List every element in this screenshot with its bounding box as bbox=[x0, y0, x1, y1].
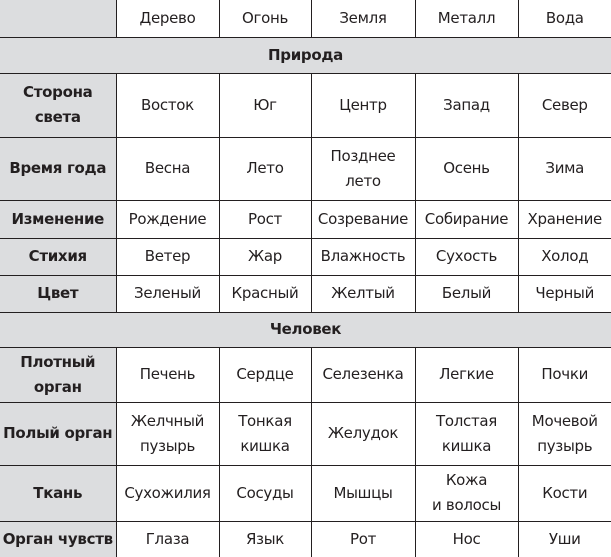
table-cell bbox=[518, 402, 611, 465]
cell-text-line: Легкие bbox=[439, 365, 494, 383]
cell-text-line: лето bbox=[345, 171, 381, 190]
table-cell bbox=[415, 200, 518, 238]
table-cell bbox=[518, 73, 611, 137]
cell-text-line: Мочевой bbox=[531, 411, 598, 430]
cell-text-line: Нос bbox=[452, 529, 481, 548]
section-title: Человек bbox=[0, 312, 611, 347]
table-cell bbox=[219, 347, 311, 402]
cell-text-line: Холод bbox=[541, 247, 589, 265]
table-cell bbox=[518, 137, 611, 200]
table-cell bbox=[116, 347, 219, 402]
table-cell bbox=[116, 402, 219, 465]
row-label-line: света bbox=[34, 108, 81, 126]
row-label-line: Изменение bbox=[11, 209, 105, 228]
row-label-line: Ткань bbox=[33, 483, 83, 502]
cell-text-line: Глаза bbox=[145, 529, 190, 548]
cell-text-line: Желудок bbox=[327, 424, 399, 442]
table-cell bbox=[415, 275, 518, 312]
cell-text-line: Сосуды bbox=[236, 483, 294, 502]
cell-text-line: Кожа bbox=[445, 471, 488, 489]
table-row bbox=[0, 465, 611, 521]
cell-text-line: пузырь bbox=[537, 436, 593, 455]
table-cell bbox=[219, 521, 311, 557]
cell-text-line: Тонкая bbox=[238, 411, 292, 430]
table-cell bbox=[415, 465, 518, 521]
table-cell bbox=[518, 200, 611, 238]
cell-text-line: Красный bbox=[231, 284, 299, 302]
table-row bbox=[0, 238, 611, 275]
table-cell bbox=[518, 238, 611, 275]
table-cell bbox=[219, 275, 311, 312]
table-cell bbox=[311, 137, 415, 200]
column-header-metal: Металл bbox=[415, 0, 518, 37]
table-cell bbox=[415, 402, 518, 465]
cell-text-line: и волосы bbox=[432, 496, 501, 514]
cell-text-line: Созревание bbox=[317, 209, 409, 228]
table-cell bbox=[219, 200, 311, 238]
cell-text-line: Селезенка bbox=[322, 365, 404, 383]
table-row bbox=[0, 402, 611, 465]
column-header-row bbox=[0, 0, 611, 37]
column-header-water: Вода bbox=[518, 0, 611, 37]
cell-text-line: Почки bbox=[541, 365, 589, 383]
table-cell bbox=[219, 465, 311, 521]
table-cell bbox=[311, 402, 415, 465]
cell-text-line: Сухость bbox=[435, 247, 498, 265]
table-cell bbox=[518, 347, 611, 402]
table-cell bbox=[415, 238, 518, 275]
cell-text-line: Рот bbox=[349, 529, 377, 548]
row-label bbox=[0, 137, 116, 200]
table-cell bbox=[219, 402, 311, 465]
row-label-line: орган bbox=[33, 377, 82, 396]
cell-text-line: Желтый bbox=[331, 284, 395, 302]
cell-text-line: Восток bbox=[141, 95, 194, 114]
cell-text-line: Ветер bbox=[144, 247, 191, 265]
row-label-line: Орган чувств bbox=[2, 529, 113, 548]
table-cell bbox=[116, 521, 219, 557]
cell-text-line: Влажность bbox=[320, 247, 406, 265]
cell-text-line: Центр bbox=[339, 95, 387, 114]
section-header-row bbox=[0, 37, 611, 73]
table-cell bbox=[311, 275, 415, 312]
table-cell bbox=[415, 347, 518, 402]
section-header-row bbox=[0, 312, 611, 347]
cell-text-line: Сердце bbox=[236, 365, 294, 383]
row-label bbox=[0, 347, 116, 402]
column-header-wood: Дерево bbox=[116, 0, 219, 37]
table-cell bbox=[219, 137, 311, 200]
cell-text-line: Печень bbox=[139, 365, 196, 383]
row-label-line: Время года bbox=[9, 159, 107, 177]
cell-text-line: Рост bbox=[247, 209, 282, 228]
table-cell bbox=[116, 275, 219, 312]
row-label-line: Стихия bbox=[28, 247, 87, 265]
cell-text-line: пузырь bbox=[139, 436, 196, 455]
table-cell bbox=[518, 275, 611, 312]
cell-text-line: Север bbox=[541, 95, 588, 114]
table-cell bbox=[219, 73, 311, 137]
table-cell bbox=[116, 137, 219, 200]
cell-text-line: Осень bbox=[443, 159, 490, 177]
cell-text-line: Юг bbox=[253, 95, 277, 114]
row-label bbox=[0, 200, 116, 238]
table-cell bbox=[116, 465, 219, 521]
table-cell bbox=[415, 73, 518, 137]
row-label bbox=[0, 402, 116, 465]
cell-text-line: Запад bbox=[443, 95, 490, 114]
table-cell bbox=[219, 238, 311, 275]
table-cell bbox=[518, 465, 611, 521]
table-cell bbox=[311, 465, 415, 521]
cell-text-line: кишка bbox=[441, 436, 492, 455]
cell-text-line: Хранение bbox=[527, 209, 602, 228]
table-row bbox=[0, 73, 611, 137]
table-cell bbox=[415, 137, 518, 200]
table-row bbox=[0, 275, 611, 312]
table-cell bbox=[116, 238, 219, 275]
section-title: Природа bbox=[0, 37, 611, 73]
table-cell bbox=[311, 521, 415, 557]
cell-text-line: кишка bbox=[240, 436, 290, 455]
cell-text-line: Собирание bbox=[424, 209, 509, 228]
cell-text-line: Позднее bbox=[330, 146, 396, 165]
table-cell bbox=[415, 521, 518, 557]
cell-text-line: Зима bbox=[545, 159, 585, 177]
cell-text-line: Мышцы bbox=[333, 483, 393, 502]
row-label bbox=[0, 73, 116, 137]
table-cell bbox=[311, 200, 415, 238]
cell-text-line: Толстая bbox=[435, 411, 498, 430]
row-label-line: Плотный bbox=[20, 352, 96, 371]
cell-text-line: Рождение bbox=[128, 209, 207, 228]
table-row bbox=[0, 137, 611, 200]
cell-text-line: Язык bbox=[245, 529, 285, 548]
cell-text-line: Весна bbox=[144, 159, 191, 177]
row-label-line: Полый орган bbox=[3, 424, 113, 442]
table-cell bbox=[311, 238, 415, 275]
cell-text-line: Черный bbox=[535, 284, 595, 302]
corner-cell bbox=[0, 0, 116, 37]
table-row bbox=[0, 347, 611, 402]
cell-text-line: Зеленый bbox=[134, 284, 201, 302]
row-label bbox=[0, 238, 116, 275]
row-label bbox=[0, 521, 116, 557]
cell-text-line: Белый bbox=[441, 284, 492, 302]
table-cell bbox=[518, 521, 611, 557]
cell-text-line: Жар bbox=[248, 247, 282, 265]
cell-text-line: Уши bbox=[548, 529, 581, 548]
row-label bbox=[0, 465, 116, 521]
row-label-line: Цвет bbox=[37, 284, 79, 302]
column-header-earth: Земля bbox=[311, 0, 415, 37]
table-cell bbox=[311, 347, 415, 402]
table-cell bbox=[116, 73, 219, 137]
column-header-fire: Огонь bbox=[219, 0, 311, 37]
cell-text-line: Желчный bbox=[130, 411, 205, 430]
row-label-line: Сторона bbox=[23, 83, 93, 101]
cell-text-line: Кости bbox=[542, 483, 588, 502]
table-cell bbox=[311, 73, 415, 137]
table-row bbox=[0, 521, 611, 557]
table-row bbox=[0, 200, 611, 238]
row-label bbox=[0, 275, 116, 312]
cell-text-line: Лето bbox=[246, 159, 284, 177]
cell-text-line: Сухожилия bbox=[124, 483, 211, 502]
table-cell bbox=[116, 200, 219, 238]
